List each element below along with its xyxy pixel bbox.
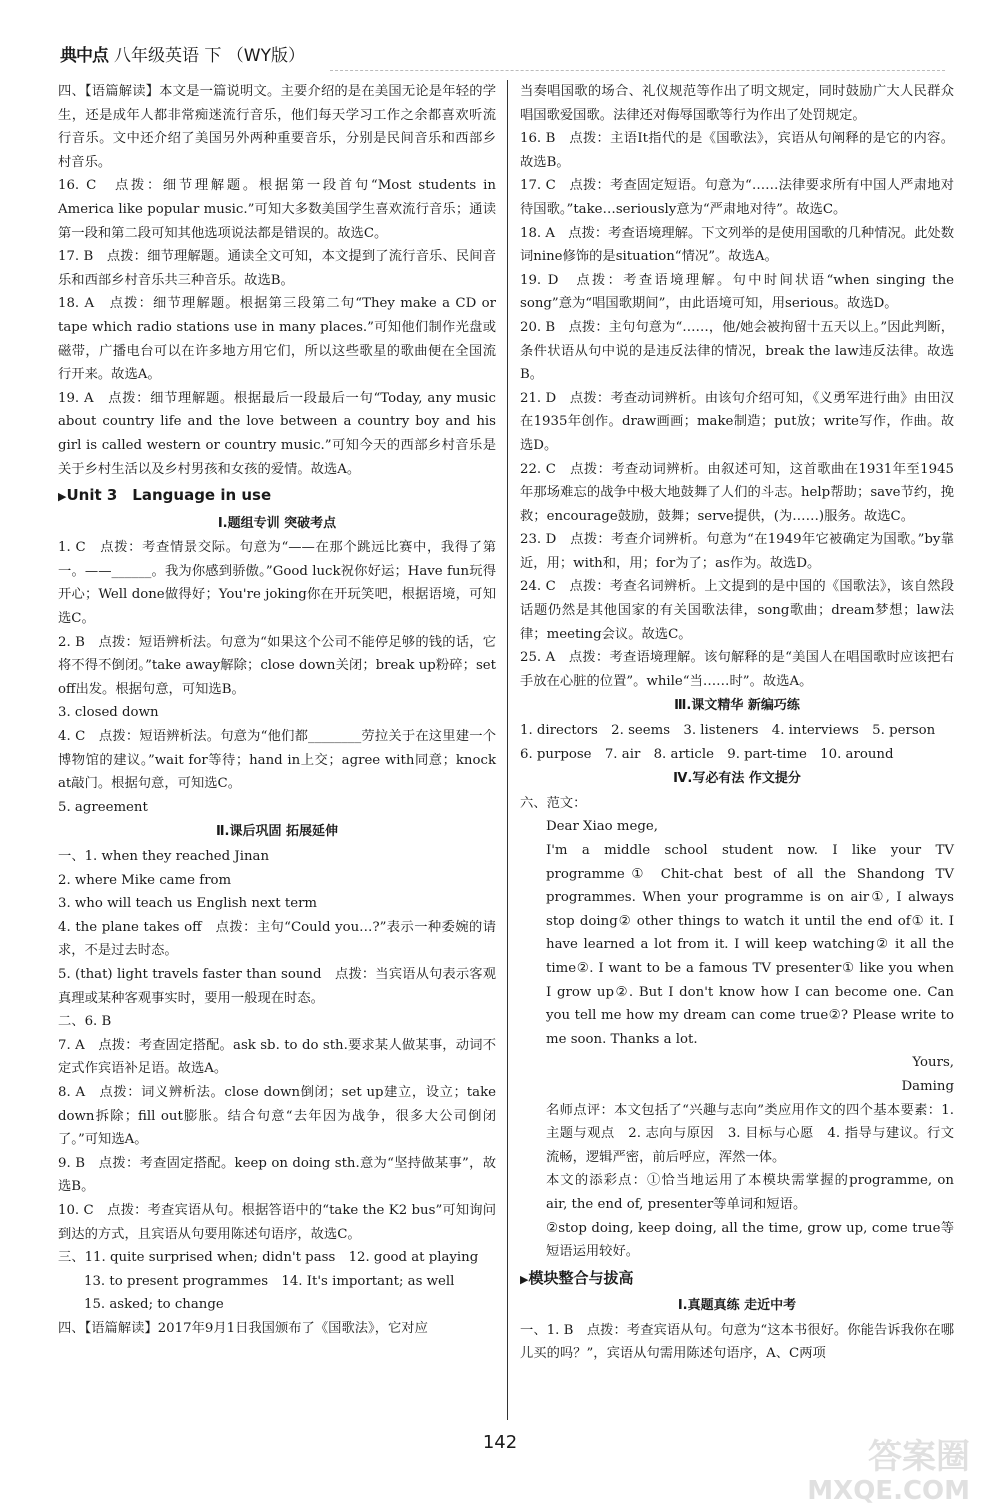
answer-ii-6: 二、6. B: [58, 1014, 112, 1030]
section-heading-5: Ⅰ.真题真练 走近中考: [677, 1298, 797, 1314]
letter-signature: Daming: [901, 1078, 954, 1094]
answer-iii-11-12: 三、11. quite surprised when; didn't pass 12. good at playing: [58, 1250, 479, 1266]
section-heading-4: Ⅳ.写必有法 作文提分: [673, 771, 801, 787]
module-heading: [520, 1267, 954, 1292]
letter-body: I'm a middle school student now. I like your TV programme① Chit-chat best of all the Shandong TV programmes. When your programme is on air①, I always stop doing② other things to watch it until the end of① it. I have learned a lot from it. I will keep watching② it all the time②. I want to be a famous TV presenter① like you when I grow up②. But I don't know how I can become one. Can you tell me how my dream can come true②? Please write to me soon. Thanks a lot.: [546, 843, 954, 1047]
word-answers-1: 1. directors 2. seems 3. listeners 4. interviews 5. person: [520, 723, 936, 739]
teacher-comment: 名师点评：本文包括了“兴趣与志向”类应用作文的四个基本要素：1. 主题与观点 2. 志向与原因 3. 目标与心愿 4. 指导与建议。行文流畅，逻辑严密，前后呼应，浑然一体。: [546, 1102, 954, 1165]
answer-u3-4: 4. C 点拨：短语辨析法。句意为“他们都________劳拉关于在这里建一个博物馆的建议。”wait for等待；hand in上交；agree with同意；knock at敲门。根据句意，可知选C。: [58, 729, 496, 792]
watermark-line1: 答案圈: [868, 1437, 970, 1477]
highlights-1: 本文的添彩点：①恰当地运用了本模块需掌握的programme, on air, the end of, presenter等单词和短语。: [546, 1173, 954, 1212]
answer-u3-1: 1. C 点拨：考查情景交际。句意为“——在那个跳远比赛中，我得了第一。——______。我为你感到骄傲。”Good luck祝你好运；Have fun玩得开心；Well done做得好；You're joking你在开玩笑吧，根据语境，可知选C。: [58, 540, 496, 627]
answer-r19: 19. D 点拨：考查语境理解。句中时间状语“when singing the song”意为“唱国歌期间”，由此语境可知，用serious。故选D。: [520, 272, 954, 312]
left-column: [58, 80, 496, 1340]
book-title: 八年级英语 下 （WY版）: [114, 45, 306, 66]
answer-iii-15: 15. asked; to change: [84, 1297, 224, 1313]
header-rule: [330, 70, 945, 71]
answer-r18: 18. A 点拨：考查语境理解。下文列举的是使用国歌的几种情况。此处数词nine修饰的是situation“情况”。故选A。: [520, 225, 954, 265]
letter-closing: Yours,: [912, 1055, 954, 1071]
answer-ii-2: 2. where Mike came from: [58, 872, 232, 888]
answer-17: 17. B 点拨：细节理解题。通读全文可知，本文提到了流行音乐、民间音乐和西部乡村音乐共三种音乐。故选B。: [58, 249, 496, 288]
unit-title: Unit 3 Language in use: [66, 486, 272, 505]
page-header: [60, 38, 305, 68]
watermark-line2: MXQE.COM: [807, 1476, 970, 1506]
section-heading-3: Ⅲ.课文精华 新编巧练: [674, 698, 800, 714]
module-title: 模块整合与拔高: [528, 1268, 634, 1287]
column-divider: [507, 80, 508, 1420]
answer-r25: 25. A 点拨：考查语境理解。该句解释的是“美国人在唱国歌时应该把右手放在心脏的位置”。while“当……时”。故选A。: [520, 650, 954, 689]
answer-r21: 21. D 点拨：考查动词辨析。由该句介绍可知，《义勇军进行曲》由田汉在1935年创作。draw画画；make制造；put放；write写作，作曲。故选D。: [520, 390, 954, 453]
answer-ii-5: 5. (that) light travels faster than sound 点拨：当宾语从句表示客观真理或某种客观事实时，要用一般现在时态。: [58, 966, 496, 1006]
answer-ii-8: 8. A 点拨：词义辨析法。close down倒闭；set up建立，设立；take down拆除；fill out膨胀。结合句意“去年因为战争，很多大公司倒闭了。”可知选A。: [58, 1084, 496, 1148]
section-heading-1: Ⅰ.题组专训 突破考点: [217, 515, 337, 531]
answer-u3-5: 5. agreement: [58, 799, 148, 815]
answer-ii-7: 7. A 点拨：考查固定搭配。ask sb. to do sth.要求某人做某事，动词不定式作宾语补足语。故选A。: [58, 1037, 496, 1077]
letter-greeting: Dear Xiao mege,: [546, 819, 659, 835]
right-column: [520, 80, 954, 1366]
book-logo: 典中点: [60, 45, 108, 66]
sample-essay-label: 六、范文：: [520, 795, 587, 811]
section-heading-2: Ⅱ.课后巩固 拓展延伸: [215, 824, 339, 840]
word-answers-2: 6. purpose 7. air 8. article 9. part-time 10. around: [520, 746, 894, 762]
answer-u3-3: 3. closed down: [58, 705, 159, 721]
answer-ii-1: 一、1. when they reached Jinan: [58, 849, 270, 864]
answer-r17: 17. C 点拨：考查固定短语。句意为“……法律要求所有中国人严肃地对待国歌。”take…seriously意为“严肃地对待”。故选C。: [520, 178, 954, 217]
watermark-logo: [807, 1437, 970, 1508]
triangle-icon: ▶: [520, 1272, 529, 1286]
answer-19: 19. A 点拨：细节理解题。根据最后一段最后一句“Today, any music about country life and the love between a country boy and his girl is called western or country music.”可知今天的西部乡村音乐是关于乡村生活以及乡村男孩和女孩的爱情。故选A。: [58, 390, 496, 477]
answer-r20: 20. B 点拨：主句句意为“……，他/她会被拘留十五天以上。”因此判断，条件状语从句中说的是违反法律的情况，break the law违反法律。故选B。: [520, 319, 954, 383]
answer-ii-3: 3. who will teach us English next term: [58, 896, 318, 912]
exam-answer-1: 一、1. B 点拨：考查宾语从句。句意为“这本书很好。你能告诉我你在哪儿买的吗？”，宾语从句需用陈述句语序，A、C两项: [520, 1322, 954, 1362]
answer-r23: 23. D 点拨：考查介词辨析。句意为“在1949年它被确定为国歌。”by靠近，用；with和，用；for为了；as作为。故选D。: [520, 532, 954, 571]
answer-r16: 16. B 点拨：主语It指代的是《国歌法》，宾语从句阐释的是它的内容。故选B。: [520, 131, 954, 170]
answer-u3-2: 2. B 点拨：短语辨析法。句意为“如果这个公司不能停足够的钱的话，它将不得不倒闭。”take away解除；close down关闭；break up粉碎；set off出发。根据句意，可知选B。: [58, 634, 496, 697]
passage-4-intro: 四、【语篇解读】2017年9月1日我国颁布了《国歌法》，它对应: [58, 1320, 428, 1336]
answer-r22: 22. C 点拨：考查动词辨析。由叙述可知，这首歌曲在1931年至1945年那场难忘的战争中极大地鼓舞了人们的斗志。help帮助；save节约，挽救；encourage鼓励，鼓舞；serve提供，(为……)服务。故选C。: [520, 461, 954, 524]
page-number: 142: [482, 1432, 518, 1453]
answer-18: 18. A 点拨：细节理解题。根据第三段第二句“They make a CD or tape which radio stations use in many places.”可知他们制作光盘或磁带，广播电台可以在许多地方用它们，所以这些歌星的歌曲便在全国流行开来。故选A。: [58, 296, 496, 383]
answer-16: 16. C 点拨：细节理解题。根据第一段首句“Most students in America like popular music.”可知大多数美国学生喜欢流行音乐；通读第一段和第二段可知其他选项说法都是错误的。故选C。: [58, 178, 496, 241]
triangle-icon: ▶: [58, 490, 67, 504]
unit-heading: [58, 484, 496, 509]
passage-intro: 四、【语篇解读】本文是一篇说明文。主要介绍的是在美国无论是年轻的学生，还是成年人都非常痴迷流行音乐，他们每天学习工作之余都喜欢听流行音乐。文中还介绍了美国另外两种重要音乐，分别是民间音乐和西部乡村音乐。: [58, 84, 496, 170]
answer-ii-10: 10. C 点拨：考查宾语从句。根据答语中的“take the K2 bus”可知询问到达的方式，且宾语从句要用陈述句语序，故选C。: [58, 1202, 496, 1242]
passage-4-continued: 当奏唱国歌的场合、礼仪规范等作出了明文规定，同时鼓励广大人民群众唱国歌爱国歌。法律还对侮辱国歌等行为作出了处罚规定。: [520, 84, 954, 123]
answer-ii-4: 4. the plane takes off 点拨：主句“Could you…?”表示一种委婉的请求，不是过去时态。: [58, 919, 496, 959]
highlights-2: ②stop doing, keep doing, all the time, grow up, come true等短语运用较好。: [546, 1220, 954, 1260]
answer-r24: 24. C 点拨：考查名词辨析。上文提到的是中国的《国歌法》，该自然段话题仍然是其他国家的有关国歌法律，song歌曲；dream梦想；law法律；meeting会议。故选C。: [520, 579, 954, 642]
answer-ii-9: 9. B 点拨：考查固定搭配。keep on doing sth.意为“坚持做某事”，故选B。: [58, 1155, 496, 1195]
answer-iii-13-14: 13. to present programmes 14. It's important; as well: [84, 1273, 455, 1289]
